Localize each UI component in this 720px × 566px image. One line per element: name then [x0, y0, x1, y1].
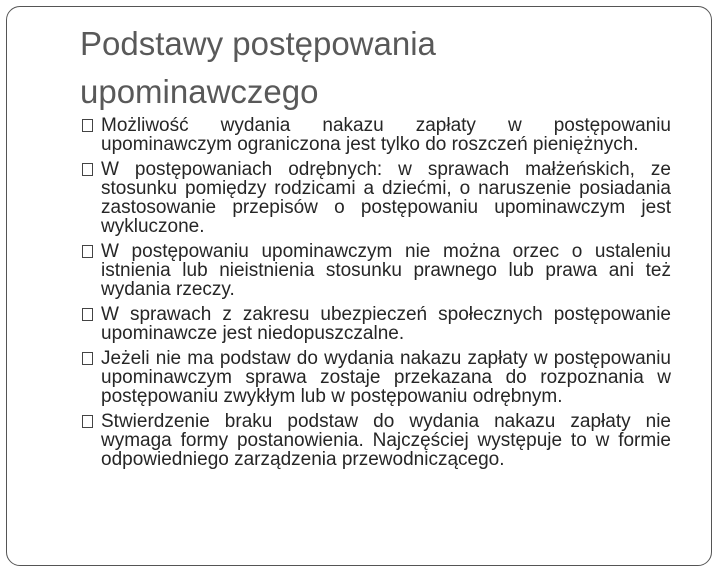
bullet-text: Stwierdzenie braku podstaw do wydania nakazu zapłaty nie wymaga formy postanowienia. Najczęściej występuje to w formie odpowiedniego zarządzenia przewodniczącego.: [101, 411, 671, 470]
bullet-text: Możliwość wydania nakazu zapłaty w postępowaniu upominawczym ograniczona jest tylko do roszczeń pieniężnych.: [101, 115, 671, 155]
bullet-item: [82, 412, 671, 469]
square-bullet-icon: [82, 119, 93, 132]
square-bullet-icon: [82, 163, 93, 176]
bullet-list: [82, 116, 671, 475]
bullet-item: [82, 305, 671, 343]
square-bullet-icon: [82, 245, 93, 258]
square-bullet-icon: [82, 352, 93, 365]
square-bullet-icon: [82, 415, 93, 428]
bullet-item: [82, 116, 671, 154]
bullet-text: W postępowaniu upominawczym nie można orzec o ustaleniu istnienia lub nieistnienia stosunku prawnego lub prawa ani też wydania rzeczy.: [101, 241, 671, 300]
slide-title-line-2: upominawczego: [80, 73, 319, 110]
bullet-text: W postępowaniach odrębnych: w sprawach małżeńskich, ze stosunku pomiędzy rodzicami a dziećmi, o naruszenie posiadania zastosowanie przepisów o postępowaniu upominawczym jest wykluczone.: [101, 159, 671, 237]
bullet-text: W sprawach z zakresu ubezpieczeń społecznych postępowanie upominawcze jest niedopuszczalne.: [101, 304, 671, 344]
bullet-item: [82, 349, 671, 406]
slide-title: [80, 20, 670, 116]
bullet-item: [82, 242, 671, 299]
slide-title-line-1: Podstawy postępowania: [80, 25, 436, 62]
bullet-text: Jeżeli nie ma podstaw do wydania nakazu zapłaty w postępowaniu upominawczym sprawa zostaje przekazana do rozpoznania w postępowaniu zwykłym lub w postępowaniu odrębnym.: [101, 348, 671, 407]
bullet-item: [82, 160, 671, 236]
square-bullet-icon: [82, 308, 93, 321]
